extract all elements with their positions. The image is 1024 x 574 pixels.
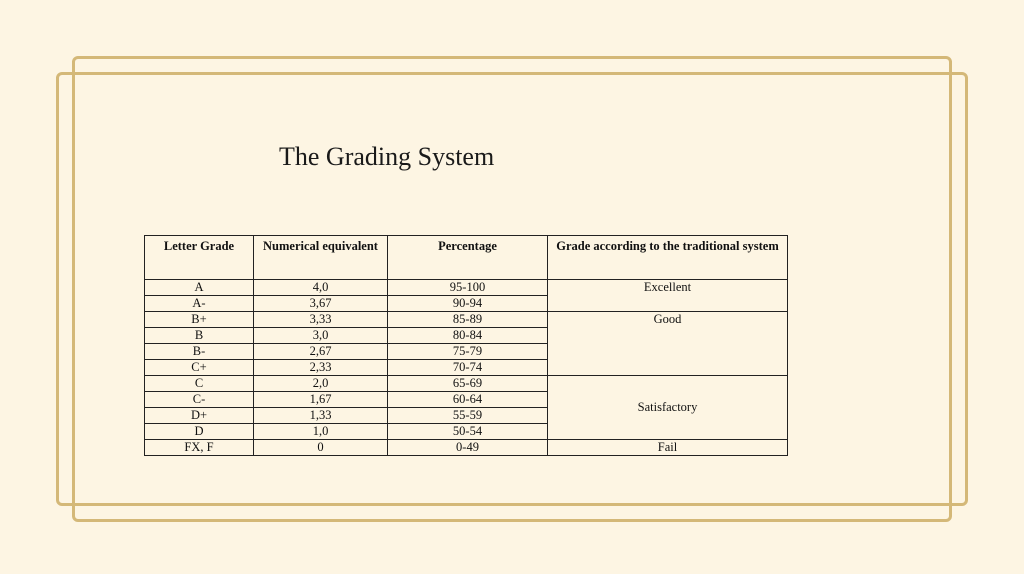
cell-letter-grade: A-	[145, 296, 254, 312]
cell-numerical-equivalent: 3,0	[254, 328, 388, 344]
cell-percentage: 65-69	[388, 376, 548, 392]
cell-percentage: 85-89	[388, 312, 548, 328]
cell-numerical-equivalent: 2,33	[254, 360, 388, 376]
table-row	[145, 312, 788, 328]
cell-letter-grade: C-	[145, 392, 254, 408]
header-percentage: Percentage	[388, 236, 548, 280]
cell-percentage: 90-94	[388, 296, 548, 312]
cell-traditional-grade: Excellent	[548, 280, 788, 312]
cell-letter-grade: B-	[145, 344, 254, 360]
table-row	[145, 440, 788, 456]
cell-numerical-equivalent: 1,67	[254, 392, 388, 408]
cell-numerical-equivalent: 1,0	[254, 424, 388, 440]
cell-letter-grade: B	[145, 328, 254, 344]
cell-traditional-grade: Fail	[548, 440, 788, 456]
header-numerical-equivalent: Numerical equivalent	[254, 236, 388, 280]
table-row	[145, 376, 788, 392]
table-row	[145, 280, 788, 296]
cell-letter-grade: D+	[145, 408, 254, 424]
cell-numerical-equivalent: 1,33	[254, 408, 388, 424]
cell-percentage: 60-64	[388, 392, 548, 408]
cell-numerical-equivalent: 2,0	[254, 376, 388, 392]
cell-letter-grade: C+	[145, 360, 254, 376]
cell-letter-grade: B+	[145, 312, 254, 328]
grading-table	[144, 235, 788, 456]
cell-letter-grade: C	[145, 376, 254, 392]
cell-numerical-equivalent: 3,67	[254, 296, 388, 312]
cell-numerical-equivalent: 3,33	[254, 312, 388, 328]
cell-percentage: 75-79	[388, 344, 548, 360]
cell-percentage: 70-74	[388, 360, 548, 376]
cell-percentage: 50-54	[388, 424, 548, 440]
cell-percentage: 0-49	[388, 440, 548, 456]
header-traditional-grade: Grade according to the traditional system	[548, 236, 788, 280]
cell-traditional-grade: Satisfactory	[548, 376, 788, 440]
header-letter-grade: Letter Grade	[145, 236, 254, 280]
cell-percentage: 55-59	[388, 408, 548, 424]
slide-title: The Grading System	[279, 142, 495, 171]
cell-percentage: 80-84	[388, 328, 548, 344]
cell-numerical-equivalent: 4,0	[254, 280, 388, 296]
cell-percentage: 95-100	[388, 280, 548, 296]
cell-letter-grade: A	[145, 280, 254, 296]
cell-letter-grade: D	[145, 424, 254, 440]
table-header-row	[145, 236, 788, 280]
cell-numerical-equivalent: 2,67	[254, 344, 388, 360]
cell-traditional-grade: Good	[548, 312, 788, 376]
cell-numerical-equivalent: 0	[254, 440, 388, 456]
cell-letter-grade: FX, F	[145, 440, 254, 456]
